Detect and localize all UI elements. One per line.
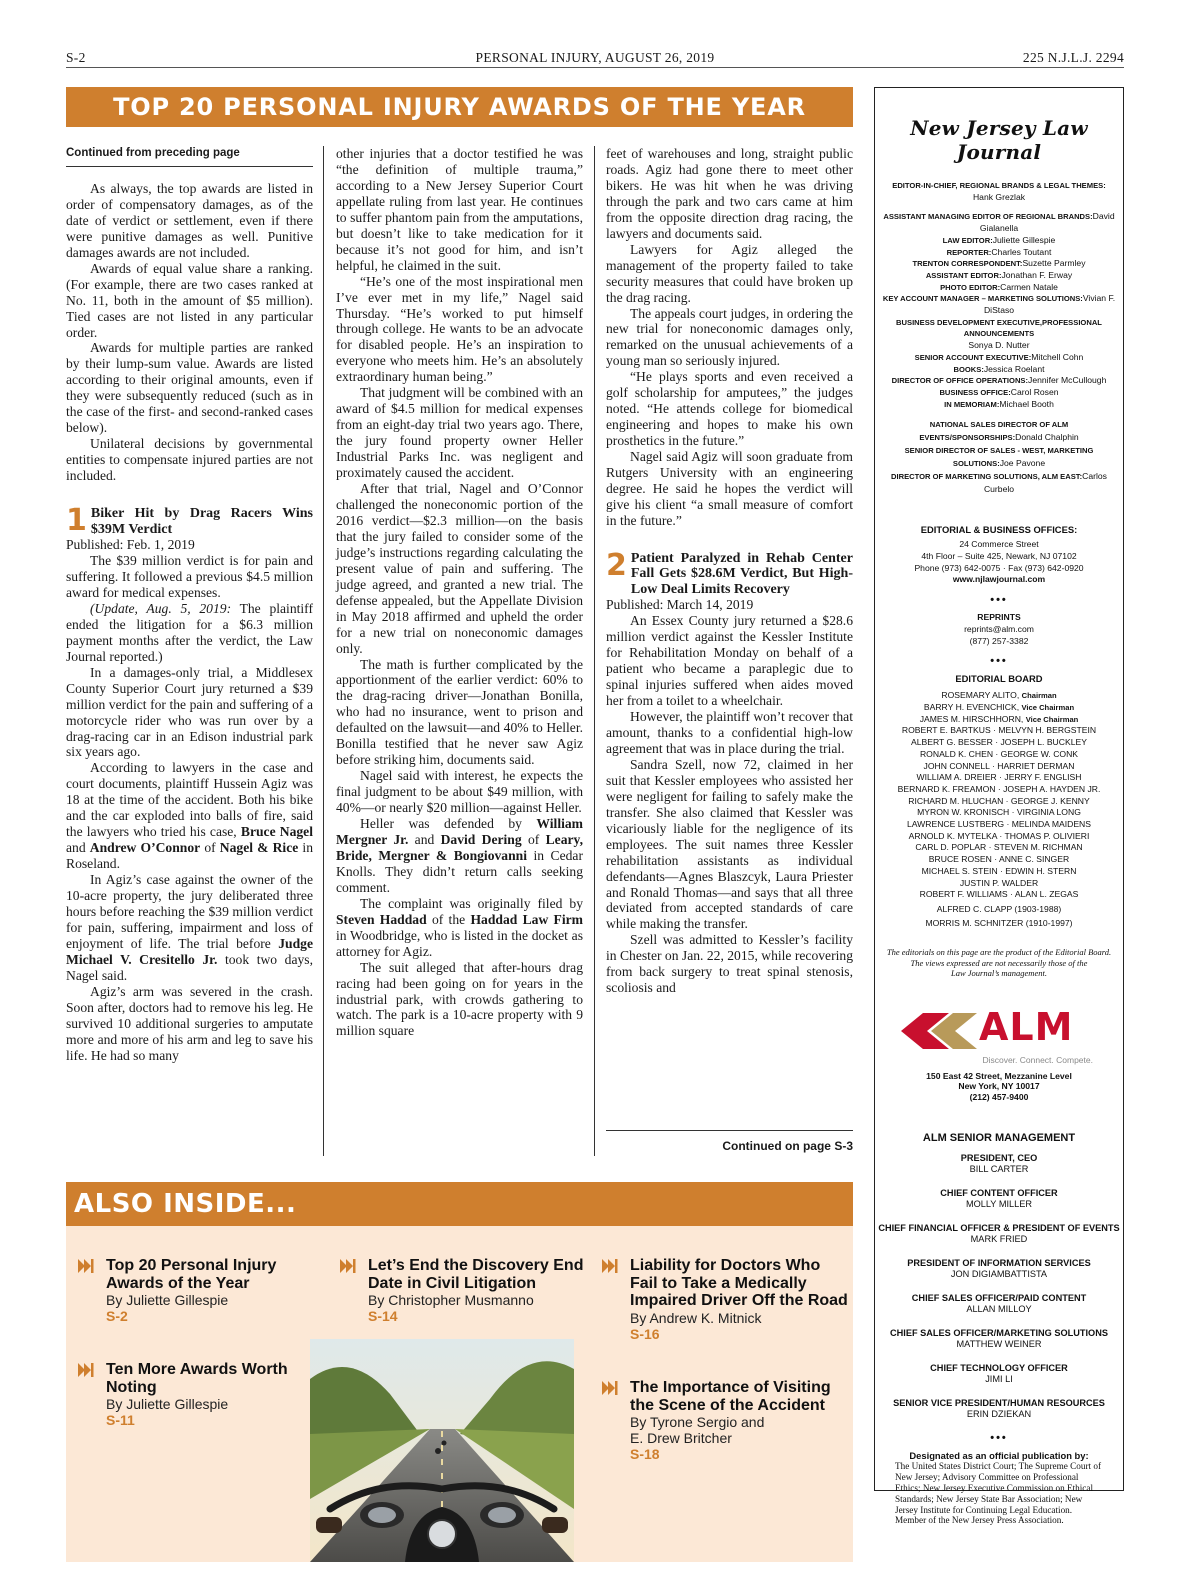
fast-forward-icon (78, 1363, 94, 1377)
board-member: ALFRED C. CLAPP (1903-1988) (936, 903, 1062, 914)
staff-entry: BUSINESS OFFICE:Carol Rosen (939, 386, 1059, 397)
staff-entry: DIRECTOR OF OFFICE OPERATIONS:Jennifer McCullough (891, 375, 1107, 386)
senior-name: JON DIGIAMBATTISTA (950, 1269, 1048, 1280)
board-member: ROBERT E. BARTKUS · MELVYN H. BERGSTEIN (901, 725, 1097, 736)
editorial-offices: EDITORIAL & BUSINESS OFFICES: 24 Commerce Street 4th Floor – Suite 425, Newark, NJ 07102 Phone (973) 642-0075 · Fax (973) 642-0920 www.njlawjournal.com (914, 524, 1084, 585)
staff-entry: PHOTO EDITOR:Carmen Natale (940, 281, 1058, 292)
alm-logo: ALM (875, 1005, 1123, 1059)
sales-entry: DIRECTOR OF MARKETING SOLUTIONS, ALM EAST:Carlos Curbelo (891, 471, 1107, 495)
body-paragraph: Nagel said with interest, he expects the final judgment to be about $49 million, with 40%—or nearly $20 million—against Heller. (336, 768, 583, 816)
rank-1-heading (66, 502, 313, 537)
separator-dots: ••• (990, 1432, 1008, 1445)
item-page: S-2 (106, 1308, 128, 1324)
article-column-1 (66, 146, 313, 1064)
body-paragraph: In Agiz’s case against the owner of the 10-acre property, the jury deliberated three hours before reaching the $39 million verdict for pain, suffering, impairment and loss of enjoyment of life. The trial before Judge Michael V. Cresitello Jr. took two days, Nagel said. (66, 872, 313, 983)
intro-paragraph: Awards of equal value share a ranking. (For example, there are two cases ranked at No. 11, both in the amount of $5 million). Tied cases are not listed in any particular order. (66, 260, 313, 340)
editorial-note: The editorials on this page are the product of the Editorial Board. The views expressed are not necessarily those of the Law Journal’s management. (886, 947, 1112, 979)
board-member: BERNARD K. FREAMON · JOSEPH A. HAYDEN JR. (897, 783, 1101, 794)
section-banner: TOP 20 PERSONAL INJURY AWARDS OF THE YEAR (66, 87, 853, 127)
board-member: ROBERT F. WILLIAMS · ALAN L. ZEGAS (919, 889, 1079, 900)
firm-name: Nagel & Rice (219, 840, 299, 856)
board-member: MICHAEL S. STEIN · EDWIN H. STERN (921, 865, 1077, 876)
separator-dots: ••• (990, 655, 1008, 668)
fast-forward-icon (78, 1259, 94, 1273)
body-paragraph: The appeals court judges, in ordering the new trial for noneconomic damages only, remarked on the unusual achievements of a young man so seriously injured. (606, 305, 853, 369)
staff-list (875, 180, 1123, 410)
body-paragraph: After that trial, Nagel and O’Connor challenged the noneconomic portion of the 2016 verdict—$2.3 million—on the basis that the jury failed to consider some of the judge’s instructions regarding calculating the present value of pain and suffering. The judge agreed, and granted a new trial. The defense appealed, but the Appellate Division in May 2018 affirmed and upheld the order for a new trial on noneconomic damages only. (336, 481, 583, 656)
senior-name: MATTHEW WEINER (956, 1339, 1042, 1350)
board-member: ROSEMARY ALITO, Chairman (941, 690, 1057, 701)
staff-entry: REPORTER:Charles Toutant (946, 246, 1052, 257)
staff-entry: ASSISTANT EDITOR:Jonathan F. Erway (925, 269, 1073, 280)
board-member: ARNOLD K. MYTELKA · THOMAS P. OLIVIERI (908, 830, 1090, 841)
item-page: S-11 (106, 1412, 135, 1428)
rank-2-heading (606, 547, 853, 598)
published-date: Published: March 14, 2019 (606, 597, 754, 613)
body-paragraph: An Essex County jury returned a $28.6 million verdict against the Kessler Institute for Rehabilitation Monday on behalf of a patient who became a paraplegic due to spinal injuries suffered when aides moved her from a toilet to a wheelchair. (606, 613, 853, 709)
column-rule (594, 146, 595, 1156)
board-member: WILLIAM A. DREIER · JERRY F. ENGLISH (916, 772, 1082, 783)
reprints: REPRINTS reprints@alm.com (877) 257-3382 (964, 612, 1034, 646)
senior-role: CHIEF CONTENT OFFICER (940, 1188, 1058, 1199)
body-paragraph: However, the plaintiff won’t recover that amount, thanks to a confidential high-low agreement that was in place during the trial. (606, 709, 853, 756)
senior-management-list (875, 1153, 1123, 1420)
firm-name: Leary, Bride, Mergner & Bongiovanni (336, 831, 583, 863)
alm-tagline: Discover. Connect. Compete. (982, 1054, 1093, 1065)
board-member: JOHN CONNELL · HARRIET DERMAN (923, 760, 1075, 771)
senior-name: MARK FRIED (970, 1234, 1028, 1245)
fast-forward-icon (602, 1259, 618, 1273)
body-paragraph: In a damages-only trial, a Middlesex County Superior Court jury returned a $39 million verdict for the pain and suffering of a motorcycle rider who was run over by a drag-racing car in an Edison industrial park six years ago. (66, 664, 313, 760)
firm-name: Haddad Law Firm (470, 911, 583, 927)
item-byline: By Christopher Musmanno (368, 1292, 534, 1308)
body-paragraph: “He plays sports and even received a golf scholarship for amputees,” the judges noted. “He attends college for biomedical engineering and hopes to make his own prosthetics in the future.” (606, 369, 853, 449)
update-label: (Update, Aug. 5, 2019: (90, 600, 232, 616)
rank-title: Patient Paralyzed in Rehab Center Fall Gets $28.6M Verdict, But High-Low Deal Limits Recovery (630, 550, 853, 597)
board-member: RONALD K. CHEN · GEORGE W. CONK (919, 748, 1079, 759)
board-member: JAMES M. HIRSCHHORN, Vice Chairman (919, 713, 1079, 724)
section-date: PERSONAL INJURY, AUGUST 26, 2019 (475, 50, 715, 65)
staff-entry: TRENTON CORRESPONDENT:Suzette Parmley (912, 258, 1086, 269)
rank-number: 2 (606, 547, 627, 583)
also-inside-item[interactable] (78, 1361, 318, 1428)
body-paragraph: Szell was admitted to Kessler’s facility in Chester on Jan. 22, 2015, while recovering from back surgery to treat spinal stenosis, scoliosis and (606, 932, 853, 996)
senior-role: PRESIDENT OF INFORMATION SERVICES (907, 1258, 1091, 1269)
update-paragraph: (Update, Aug. 5, 2019: The plaintiff ended the litigation for a $6.3 million payment months after the verdict, the Law Journal reported.) (66, 600, 313, 664)
motorcycle-illustration (310, 1339, 574, 1562)
attorney-name: Bruce Nagel (240, 824, 313, 840)
senior-name: JIMI LI (985, 1374, 1013, 1385)
body-paragraph: Sandra Szell, now 72, claimed in her suit that Kessler employees who assisted her were negligent for failing to safely make the transfer. She also claimed that Kessler was vicariously liable for the negligence of its employees. The suit names three Kessler rehabilitation assistants as individual defendants—Agnes Blaszcyk, Laura Priester and Ronald Thomas—and says that all three deviated from accepted standards of care while making the transfer. (606, 756, 853, 932)
separator-dots: ••• (990, 594, 1008, 607)
staff-entry: LAW EDITOR:Juliette Gillespie (942, 234, 1056, 245)
body-paragraph: The complaint was originally filed by Steven Haddad of the Haddad Law Firm in Woodbridge, who is listed in the docket as attorney for Agiz. (336, 895, 583, 959)
sales-entry: SENIOR DIRECTOR OF SALES - WEST, MARKETING SOLUTIONS:Joe Pavone (904, 446, 1094, 469)
published-date: Published: Feb. 1, 2019 (66, 537, 195, 553)
senior-name: BILL CARTER (969, 1164, 1029, 1175)
body-paragraph: Agiz’s arm was severed in the crash. Soon after, doctors had to remove his leg. He survived 10 additional surgeries to amputate more and more of his arm and leg to save his life. He had so many (66, 983, 313, 1063)
column-rule (323, 146, 324, 1156)
senior-name: ALLAN MILLOY (966, 1304, 1032, 1315)
page-number: S-2 (66, 50, 86, 65)
item-byline: By Juliette Gillespie (106, 1292, 229, 1308)
also-inside-item[interactable] (602, 1257, 852, 1342)
designated-text: The United States District Court; The Supreme Court of New Jersey; Advisory Committee on Professional Ethics; New Jersey Executive Commission on Ethical Standards; New Jersey State Bar Association; New Jersey Institute for Continuing Legal Education. Member of the New Jersey Press Association. (895, 1461, 1102, 1526)
staff-entry: BUSINESS DEVELOPMENT EXECUTIVE,PROFESSIONAL ANNOUNCEMENTS Sonya D. Nutter (896, 317, 1102, 351)
article-column-2 (336, 146, 583, 1039)
staff-entry: ASSISTANT MANAGING EDITOR OF REGIONAL BRANDS:David Gialanella (883, 211, 1115, 234)
sales-list (875, 418, 1123, 496)
senior-role: CHIEF FINANCIAL OFFICER & PRESIDENT OF EVENTS (878, 1223, 1120, 1234)
senior-management-heading: ALM SENIOR MANAGEMENT (922, 1132, 1076, 1145)
board-member: BRUCE ROSEN · ANNE C. SINGER (928, 854, 1070, 865)
item-byline: By Andrew K. Mitnick (630, 1309, 762, 1326)
item-page: S-16 (630, 1325, 660, 1342)
masthead (874, 87, 1124, 1526)
publication-logo: New Jersey Law Journal (910, 116, 1088, 164)
staff-entry: BOOKS:Jessica Roelant (953, 363, 1045, 374)
board-member: RICHARD M. HLUCHAN · GEORGE J. KENNY (908, 795, 1090, 806)
item-title: Top 20 Personal Injury Awards of the Year (106, 1257, 277, 1292)
intro-paragraph: As always, the top awards are listed in order of compensatory damages, as of the date of verdict or settlement, even if there were punitive damages as well. Punitive damages awards are not included. (66, 180, 313, 260)
board-member: ALBERT G. BESSER · JOSEPH L. BUCKLEY (911, 737, 1087, 748)
continued-from: Continued from preceding page (66, 146, 313, 167)
senior-role: CHIEF SALES OFFICER/PAID CONTENT (911, 1293, 1087, 1304)
board-member: LAWRENCE LUSTBERG · MELINDA MAIDENS (906, 819, 1091, 830)
body-paragraph: The $39 million verdict is for pain and suffering. It followed a previous $4.5 million award for medical expenses. (66, 553, 313, 600)
staff-entry: EDITOR-IN-CHIEF, REGIONAL BRANDS & LEGAL THEMES: Hank Grezlak (892, 181, 1106, 202)
board-member: MYRON W. KRONISCH · VIRGINIA LONG (917, 807, 1081, 818)
body-paragraph: The suit alleged that after-hours drag racing had been going on for years in the industrial park, with crowds gathering to watch. The park is a 10-acre property with 9 million square (336, 959, 583, 1039)
motorcycle-photo (310, 1339, 574, 1562)
also-inside-item[interactable] (340, 1257, 590, 1324)
item-page: S-14 (368, 1308, 398, 1324)
item-byline: By Juliette Gillespie (106, 1396, 229, 1412)
item-title: Ten More Awards Worth Noting (106, 1361, 288, 1396)
also-inside-heading: ALSO INSIDE... (66, 1182, 853, 1226)
senior-role: CHIEF SALES OFFICER/MARKETING SOLUTIONS (890, 1328, 1108, 1339)
item-title: The Importance of Visiting the Scene of the Accident (630, 1379, 831, 1414)
continued-on: Continued on page S-3 (606, 1130, 853, 1153)
also-inside-item[interactable] (602, 1379, 852, 1462)
board-member: BARRY H. EVENCHICK, Vice Chairman (923, 701, 1075, 712)
rank-number: 1 (66, 503, 87, 539)
attorney-name: William Mergner Jr. (336, 816, 583, 847)
intro-paragraph: Unilateral decisions by governmental entities to compensate injured parties are not included. (66, 436, 313, 484)
also-inside-item[interactable] (78, 1257, 318, 1324)
editorial-board: EDITORIAL BOARD ROSEMARY ALITO, Chairman BARRY H. EVENCHICK, Vice Chairman JAMES M. HIRSCHHORN, Vice Chairman ROBERT E. BARTKUS · MELVYN H. BERGSTEIN ALBERT G. BESSER · JOSEPH L. BUCKLEY RONALD K. CHEN · GEORGE W. CONK JOHN CONNELL · HARRIET DERMAN WILLIAM A. DREIER · JERRY F. ENGLISH BERNARD K. FREAMON · JOSEPH A. HAYDEN JR. RICHARD M. HLUCHAN · GEORGE J. KENNY MYRON W. KRONISCH · VIRGINIA LONG LAWRENCE LUSTBERG · MELINDA MAIDENS ARNOLD K. MYTELKA · THOMAS P. OLIVIERI CARL D. POPLAR · STEVEN M. RICHMAN BRUCE ROSEN · ANNE C. SINGER MICHAEL S. STEIN · EDWIN H. STERN JUSTIN P. WALDER ROBERT F. WILLIAMS · ALAN L. ZEGAS ALFRED C. CLAPP (1903-1988) MORRIS M. SCHNITZER (1910-1997) (875, 673, 1123, 929)
body-paragraph: The math is further complicated by the apportionment of the earlier verdict: 60% to the drag-racing driver—Jonathan Bonilla, who had no insurance, went to prison and defaulted on the lawsuit—and 40% to Heller. Bonilla testified that he never saw Agiz before striking him, documents said. (336, 656, 583, 768)
body-paragraph: Heller was defended by William Mergner Jr. and David Dering of Leary, Bride, Mergner & Bongiovanni in Cedar Knolls. They didn’t return calls seeking comment. (336, 816, 583, 895)
item-byline: By Tyrone Sergio and E. Drew Britcher (630, 1414, 765, 1446)
board-member: CARL D. POPLAR · STEVEN M. RICHMAN (915, 842, 1083, 853)
staff-entry: SENIOR ACCOUNT EXECUTIVE:Mitchell Cohn (914, 351, 1084, 362)
body-paragraph: “He’s one of the most inspirational men I’ve ever met in my life,” Nagel said Thursday. “He’s worked to put himself through college. He wants to be an advocate for disabled people. He’s an inspiration to everyone who meets him. He’s an absolutely extraordinary human being.” (336, 273, 583, 385)
rank-title: Biker Hit by Drag Racers Wins $39M Verdict (90, 506, 313, 537)
judge-name: Judge Michael V. Cresitello Jr. (66, 935, 313, 967)
body-paragraph: Lawyers for Agiz alleged the management of the property failed to take security measures that could have broken up the drag racing. (606, 241, 853, 305)
staff-entry: KEY ACCOUNT MANAGER – MARKETING SOLUTIONS:Vivian F. DiStaso (882, 293, 1116, 316)
fast-forward-icon (602, 1381, 618, 1395)
senior-name: MOLLY MILLER (965, 1199, 1033, 1210)
sales-entry: NATIONAL SALES DIRECTOR OF ALM EVENTS/SPONSORSHIPS:Donald Chalphin (919, 420, 1079, 443)
item-title: Let’s End the Discovery End Date in Civil Litigation (368, 1257, 584, 1292)
staff-entry: IN MEMORIAM:Michael Booth (944, 398, 1054, 409)
attorney-name: Andrew O’Connor (89, 840, 201, 856)
running-header (66, 50, 1124, 68)
citation: 225 N.J.L.J. 2294 (1022, 50, 1124, 65)
body-paragraph: Nagel said Agiz will soon graduate from Rutgers University with an engineering degree. He said he hopes the verdict will give his client “a small measure of comfort in the future.” (606, 449, 853, 528)
alm-mark-icon (901, 1009, 981, 1053)
attorney-name: Steven Haddad (336, 911, 427, 927)
fast-forward-icon (340, 1259, 356, 1273)
body-paragraph: feet of warehouses and long, straight public roads. Agiz had gone there to meet other bikers. He was hit when he was driving through the park and two cars came at him from the opposite direction drag racing, the lawyers and documents said. (606, 146, 853, 241)
intro-paragraph: Awards for multiple parties are ranked by their lump-sum value. Awards are listed according to their original amounts, even if they were subsequently reduced (such as in the case of the first- and second-ranked cases below). (66, 340, 313, 436)
board-member: MORRIS M. SCHNITZER (1910-1997) (925, 917, 1073, 928)
body-paragraph: That judgment will be combined with an award of $4.5 million for medical expenses from an eight-day trial two years ago. There, the jury found property owner Heller Industrial Parks Inc. was negligent and proximately caused the accident. (336, 385, 583, 481)
body-paragraph: According to lawyers in the case and court documents, plaintiff Hussein Agiz was 18 at the time of the accident. Both his bike and the car exploded into balls of fire, said the lawyers who tried his case, Bruce Nagel and Andrew O’Connor of Nagel & Rice in Roseland. (66, 760, 313, 872)
item-page: S-18 (630, 1446, 660, 1462)
designated-heading: Designated as an official publication by: (909, 1450, 1089, 1462)
board-member: JUSTIN P. WALDER (959, 877, 1039, 888)
attorney-name: David Dering (440, 831, 522, 847)
senior-role: SENIOR VICE PRESIDENT/HUMAN RESOURCES (893, 1398, 1105, 1409)
article-column-3 (606, 146, 853, 996)
senior-role: CHIEF TECHNOLOGY OFFICER (930, 1363, 1068, 1374)
senior-name: ERIN DZIEKAN (966, 1409, 1032, 1420)
item-title: Liability for Doctors Who Fail to Take a Medically Impaired Driver Off the Road (630, 1257, 848, 1309)
body-paragraph: other injuries that a doctor testified he was “the definition of multiple trauma,” according to a New Jersey Superior Court appellate ruling from last year. He continues to suffer phantom pain from the amputations, but doesn’t like to take medication for it because it’s not good for him, and isn’t helpful, he claimed in the suit. (336, 146, 583, 273)
alm-address: 150 East 42 Street, Mezzanine Level New York, NY 10017 (212) 457-9400 (926, 1070, 1072, 1102)
senior-role: PRESIDENT, CEO (960, 1153, 1038, 1164)
